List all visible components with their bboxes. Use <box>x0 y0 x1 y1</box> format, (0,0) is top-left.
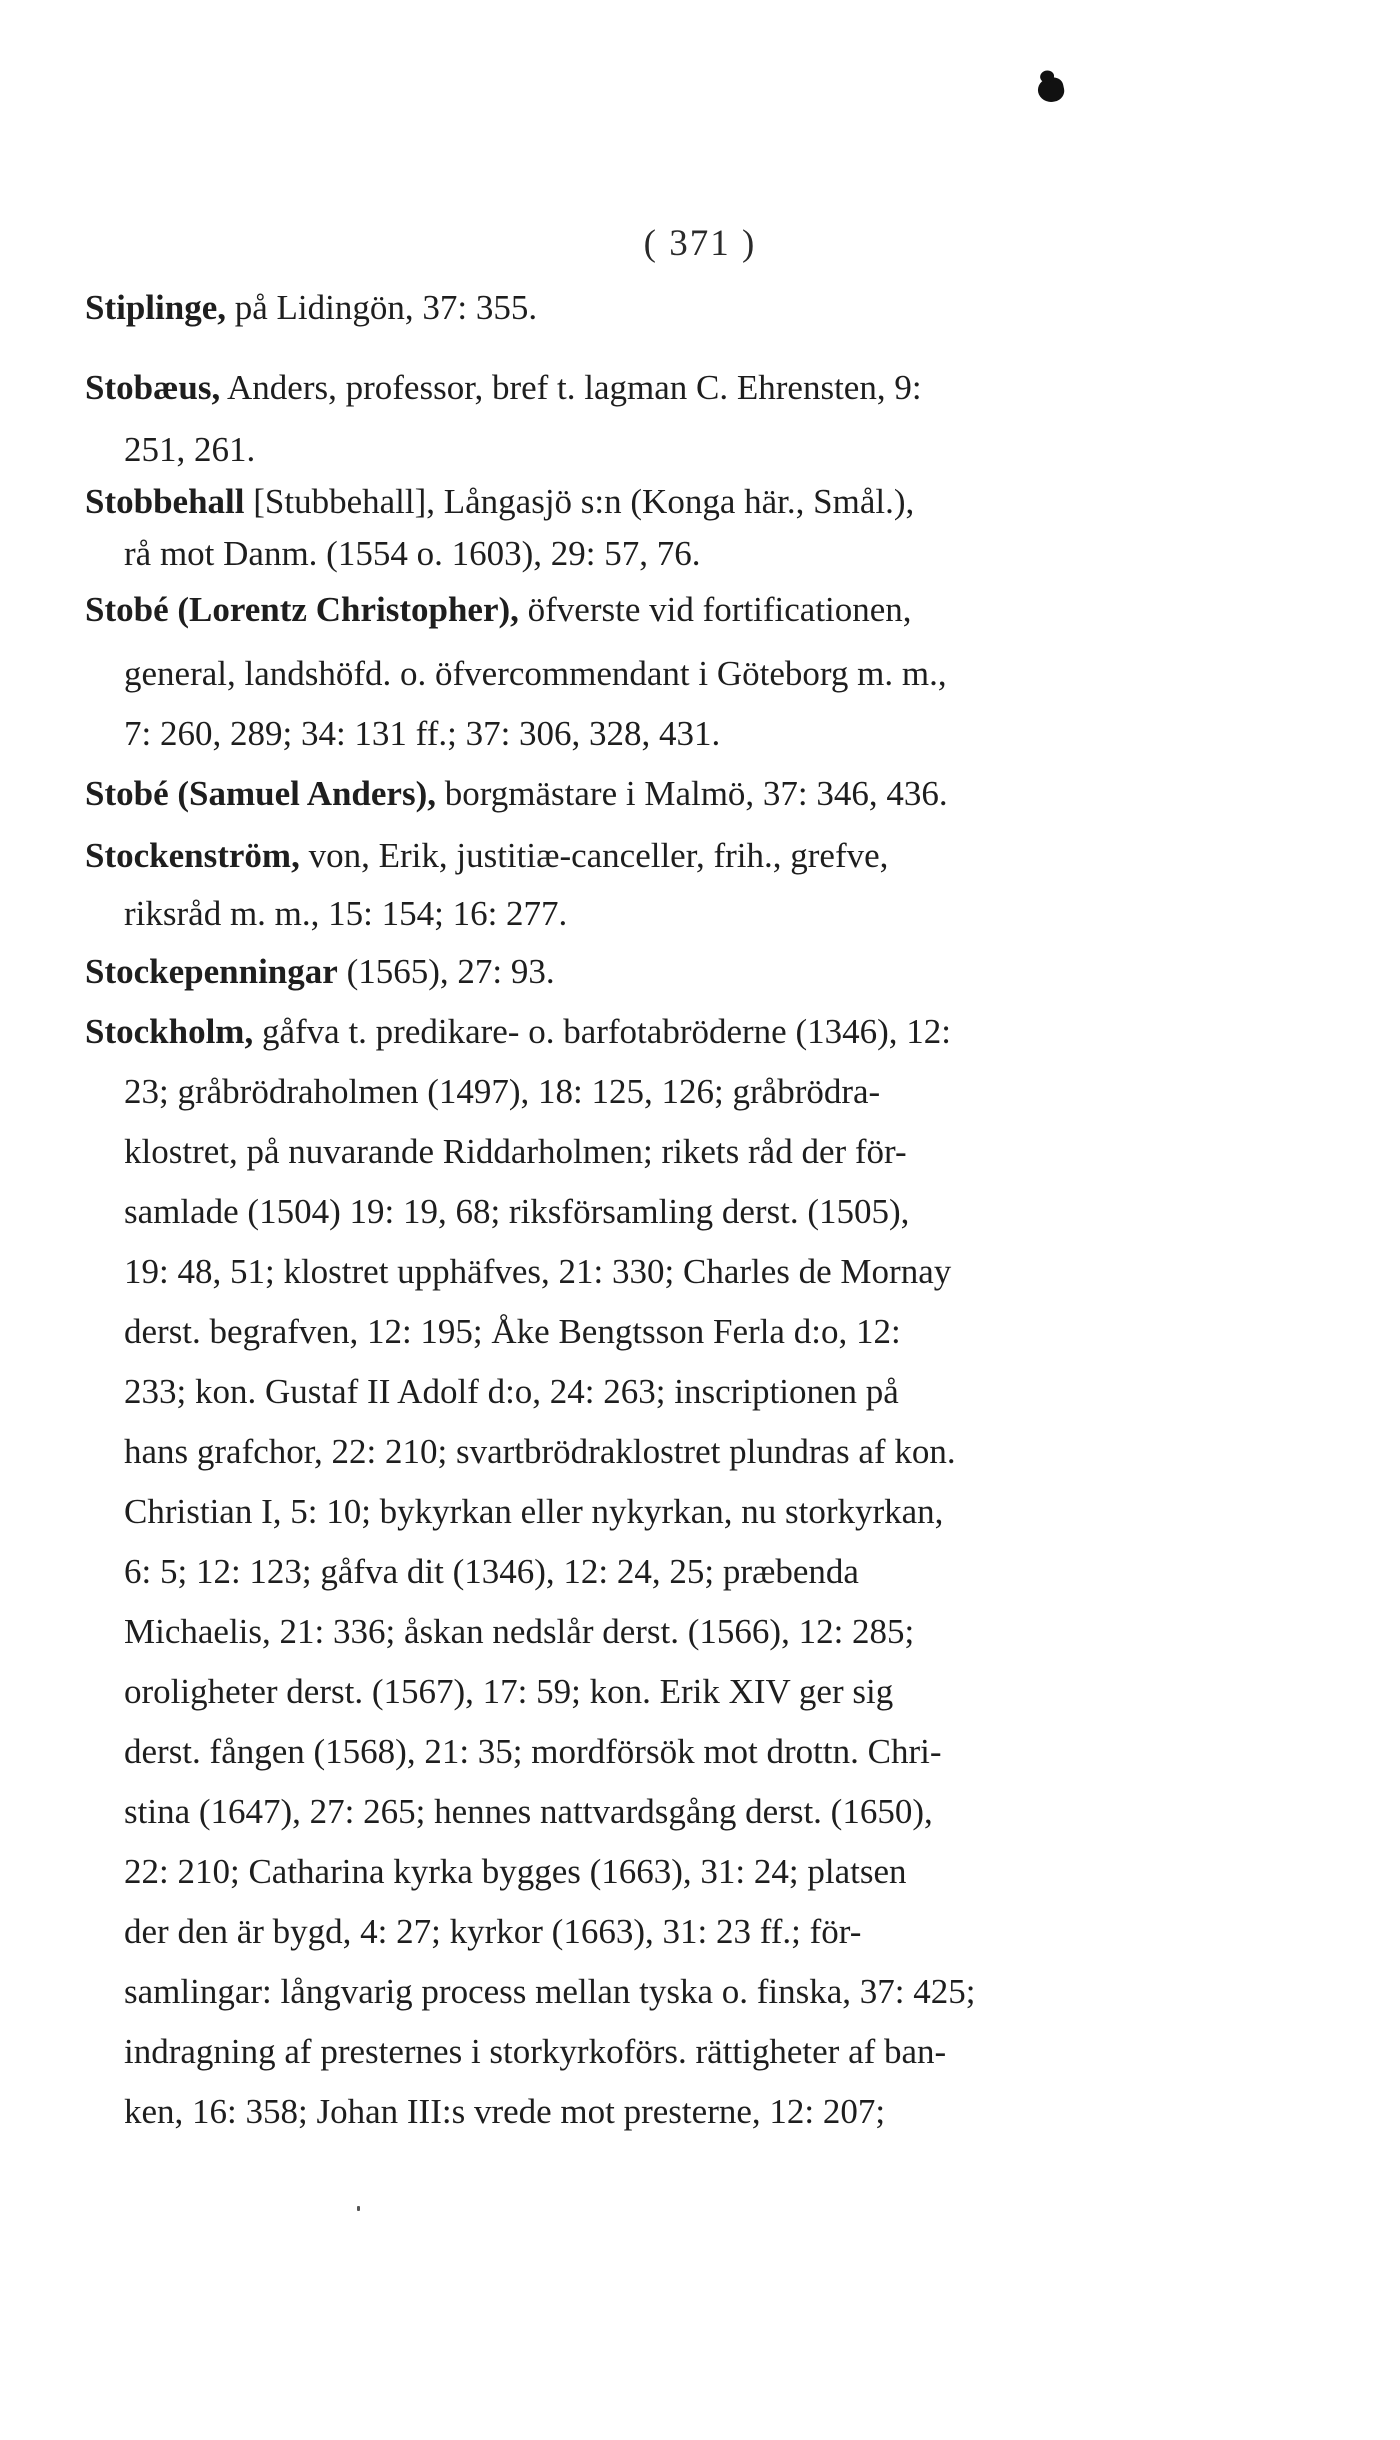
entry-headword: Stiplinge, <box>85 288 227 327</box>
entry-text: på Lidingön, 37: 355. <box>226 288 538 327</box>
line-content <box>124 1250 951 1294</box>
index-line <box>85 286 1275 330</box>
entry-text: von, Erik, justitiæ-canceller, frih., grefve, <box>299 836 889 875</box>
entry-text: ken, 16: 358; Johan III:s vrede mot presterne, 12: 207; <box>124 2092 886 2131</box>
entry-text: borgmästare i Malmö, 37: 346, 436. <box>436 774 948 813</box>
index-line <box>124 1310 1274 1354</box>
entry-headword: Stobé (Lorentz Christopher), <box>85 590 519 629</box>
index-line <box>85 1010 1275 1054</box>
page-number: ( 371 ) <box>643 223 757 264</box>
index-line <box>124 712 1274 756</box>
index-line <box>124 1190 1274 1234</box>
entry-text: oroligheter derst. (1567), 17: 59; kon. Erik XIV ger sig <box>124 1672 894 1711</box>
index-line <box>85 480 1275 524</box>
line-content <box>124 1850 907 1894</box>
entry-text: 19: 48, 51; klostret upphäfves, 21: 330; Charles de Mornay <box>124 1252 952 1291</box>
index-line <box>124 1490 1274 1534</box>
entry-headword: Stockenström, <box>85 836 300 875</box>
line-content <box>85 366 922 410</box>
entry-text: general, landshöfd. o. öfvercommendant i Göteborg m. m., <box>124 654 947 693</box>
index-line <box>124 1550 1274 1594</box>
index-line <box>124 1130 1274 1174</box>
line-content <box>124 892 567 936</box>
line-content <box>85 950 555 994</box>
index-line <box>124 1730 1274 1774</box>
line-content <box>124 712 720 756</box>
entry-text: 6: 5; 12: 123; gåfva dit (1346), 12: 24, 25; præbenda <box>124 1552 859 1591</box>
entry-text: 7: 260, 289; 34: 131 ff.; 37: 306, 328, 431. <box>124 714 721 753</box>
line-content <box>124 1370 899 1414</box>
entry-text: derst. fången (1568), 21: 35; mordförsök mot drottn. Chri- <box>124 1732 942 1771</box>
entry-text: 23; gråbrödraholmen (1497), 18: 125, 126; gråbrödra- <box>124 1072 881 1111</box>
line-content <box>124 1970 975 2014</box>
entry-text: öfverste vid fortificationen, <box>518 590 912 629</box>
line-content <box>124 1310 901 1354</box>
line-content <box>85 286 537 330</box>
line-content <box>85 480 914 524</box>
index-line <box>124 1370 1274 1414</box>
entry-text: [Stubbehall], Långasjö s:n (Konga här., Smål.), <box>244 482 915 521</box>
paper-speck <box>357 2206 360 2211</box>
line-content <box>85 588 912 632</box>
line-content <box>124 1430 956 1474</box>
index-line <box>124 2030 1274 2074</box>
index-line <box>124 1670 1274 1714</box>
index-line <box>124 1850 1274 1894</box>
entry-text: 233; kon. Gustaf II Adolf d:o, 24: 263; inscriptionen på <box>124 1372 899 1411</box>
line-content <box>124 2030 946 2074</box>
entry-headword: Stockholm, <box>85 1012 254 1051</box>
entry-text: Christian I, 5: 10; bykyrkan eller nykyrkan, nu storkyrkan, <box>124 1492 944 1531</box>
index-line <box>124 2090 1274 2134</box>
entry-headword: Stobæus, <box>85 368 221 407</box>
index-line <box>85 366 1275 410</box>
entry-headword: Stockepenningar <box>85 952 338 991</box>
entry-headword: Stobé (Samuel Anders), <box>85 774 436 813</box>
line-content <box>124 1610 914 1654</box>
entry-text: klostret, på nuvarande Riddarholmen; rikets råd der för- <box>124 1132 907 1171</box>
line-content <box>124 2090 885 2134</box>
index-line <box>124 1070 1274 1114</box>
line-content <box>124 1130 907 1174</box>
entry-text: 251, 261. <box>124 430 256 469</box>
line-content <box>124 1670 893 1714</box>
entry-text: (1565), 27: 93. <box>337 952 555 991</box>
entry-text: Anders, professor, bref t. lagman C. Ehrensten, 9: <box>220 368 922 407</box>
index-line <box>124 428 1274 472</box>
line-content <box>124 1490 943 1534</box>
entry-text: indragning af presternes i storkyrkoförs. rättigheter af ban- <box>124 2032 947 2071</box>
index-line <box>124 1910 1274 1954</box>
index-line <box>85 950 1275 994</box>
line-content <box>124 652 947 696</box>
line-content <box>124 1070 880 1114</box>
line-content <box>85 834 888 878</box>
entry-headword: Stobbehall <box>85 482 245 521</box>
entry-text: hans grafchor, 22: 210; svartbrödraklostret plundras af kon. <box>124 1432 956 1471</box>
line-content <box>124 532 700 576</box>
index-line <box>124 1970 1274 2014</box>
index-line <box>124 1610 1274 1654</box>
line-content <box>124 1550 859 1594</box>
index-line <box>85 834 1275 878</box>
index-line <box>124 1430 1274 1474</box>
line-content <box>124 1790 933 1834</box>
entry-text: 22: 210; Catharina kyrka bygges (1663), 31: 24; platsen <box>124 1852 907 1891</box>
index-line <box>85 588 1275 632</box>
entry-text: riksråd m. m., 15: 154; 16: 277. <box>124 894 568 933</box>
index-line <box>124 652 1274 696</box>
entry-text: derst. begrafven, 12: 195; Åke Bengtsson Ferla d:o, 12: <box>124 1312 901 1351</box>
index-line <box>85 772 1275 816</box>
entry-text: der den är bygd, 4: 27; kyrkor (1663), 31: 23 ff.; för- <box>124 1912 862 1951</box>
entry-text: rå mot Danm. (1554 o. 1603), 29: 57, 76. <box>124 534 701 573</box>
index-line <box>124 1790 1274 1834</box>
line-content <box>85 772 948 816</box>
line-content <box>124 1190 909 1234</box>
index-line <box>124 532 1274 576</box>
line-content <box>124 428 255 472</box>
entry-text: samlingar: långvarig process mellan tyska o. finska, 37: 425; <box>124 1972 976 2011</box>
index-line <box>124 892 1274 936</box>
entry-text: gåfva t. predikare- o. barfotabröderne (1346), 12: <box>253 1012 951 1051</box>
line-content <box>124 1730 942 1774</box>
entry-text: samlade (1504) 19: 19, 68; riksförsamling derst. (1505), <box>124 1192 910 1231</box>
entry-text: Michaelis, 21: 336; åskan nedslår derst. (1566), 12: 285; <box>124 1612 915 1651</box>
line-content <box>124 1910 861 1954</box>
line-content <box>85 1010 951 1054</box>
entry-text: stina (1647), 27: 265; hennes nattvardsgång derst. (1650), <box>124 1792 933 1831</box>
index-line <box>124 1250 1274 1294</box>
